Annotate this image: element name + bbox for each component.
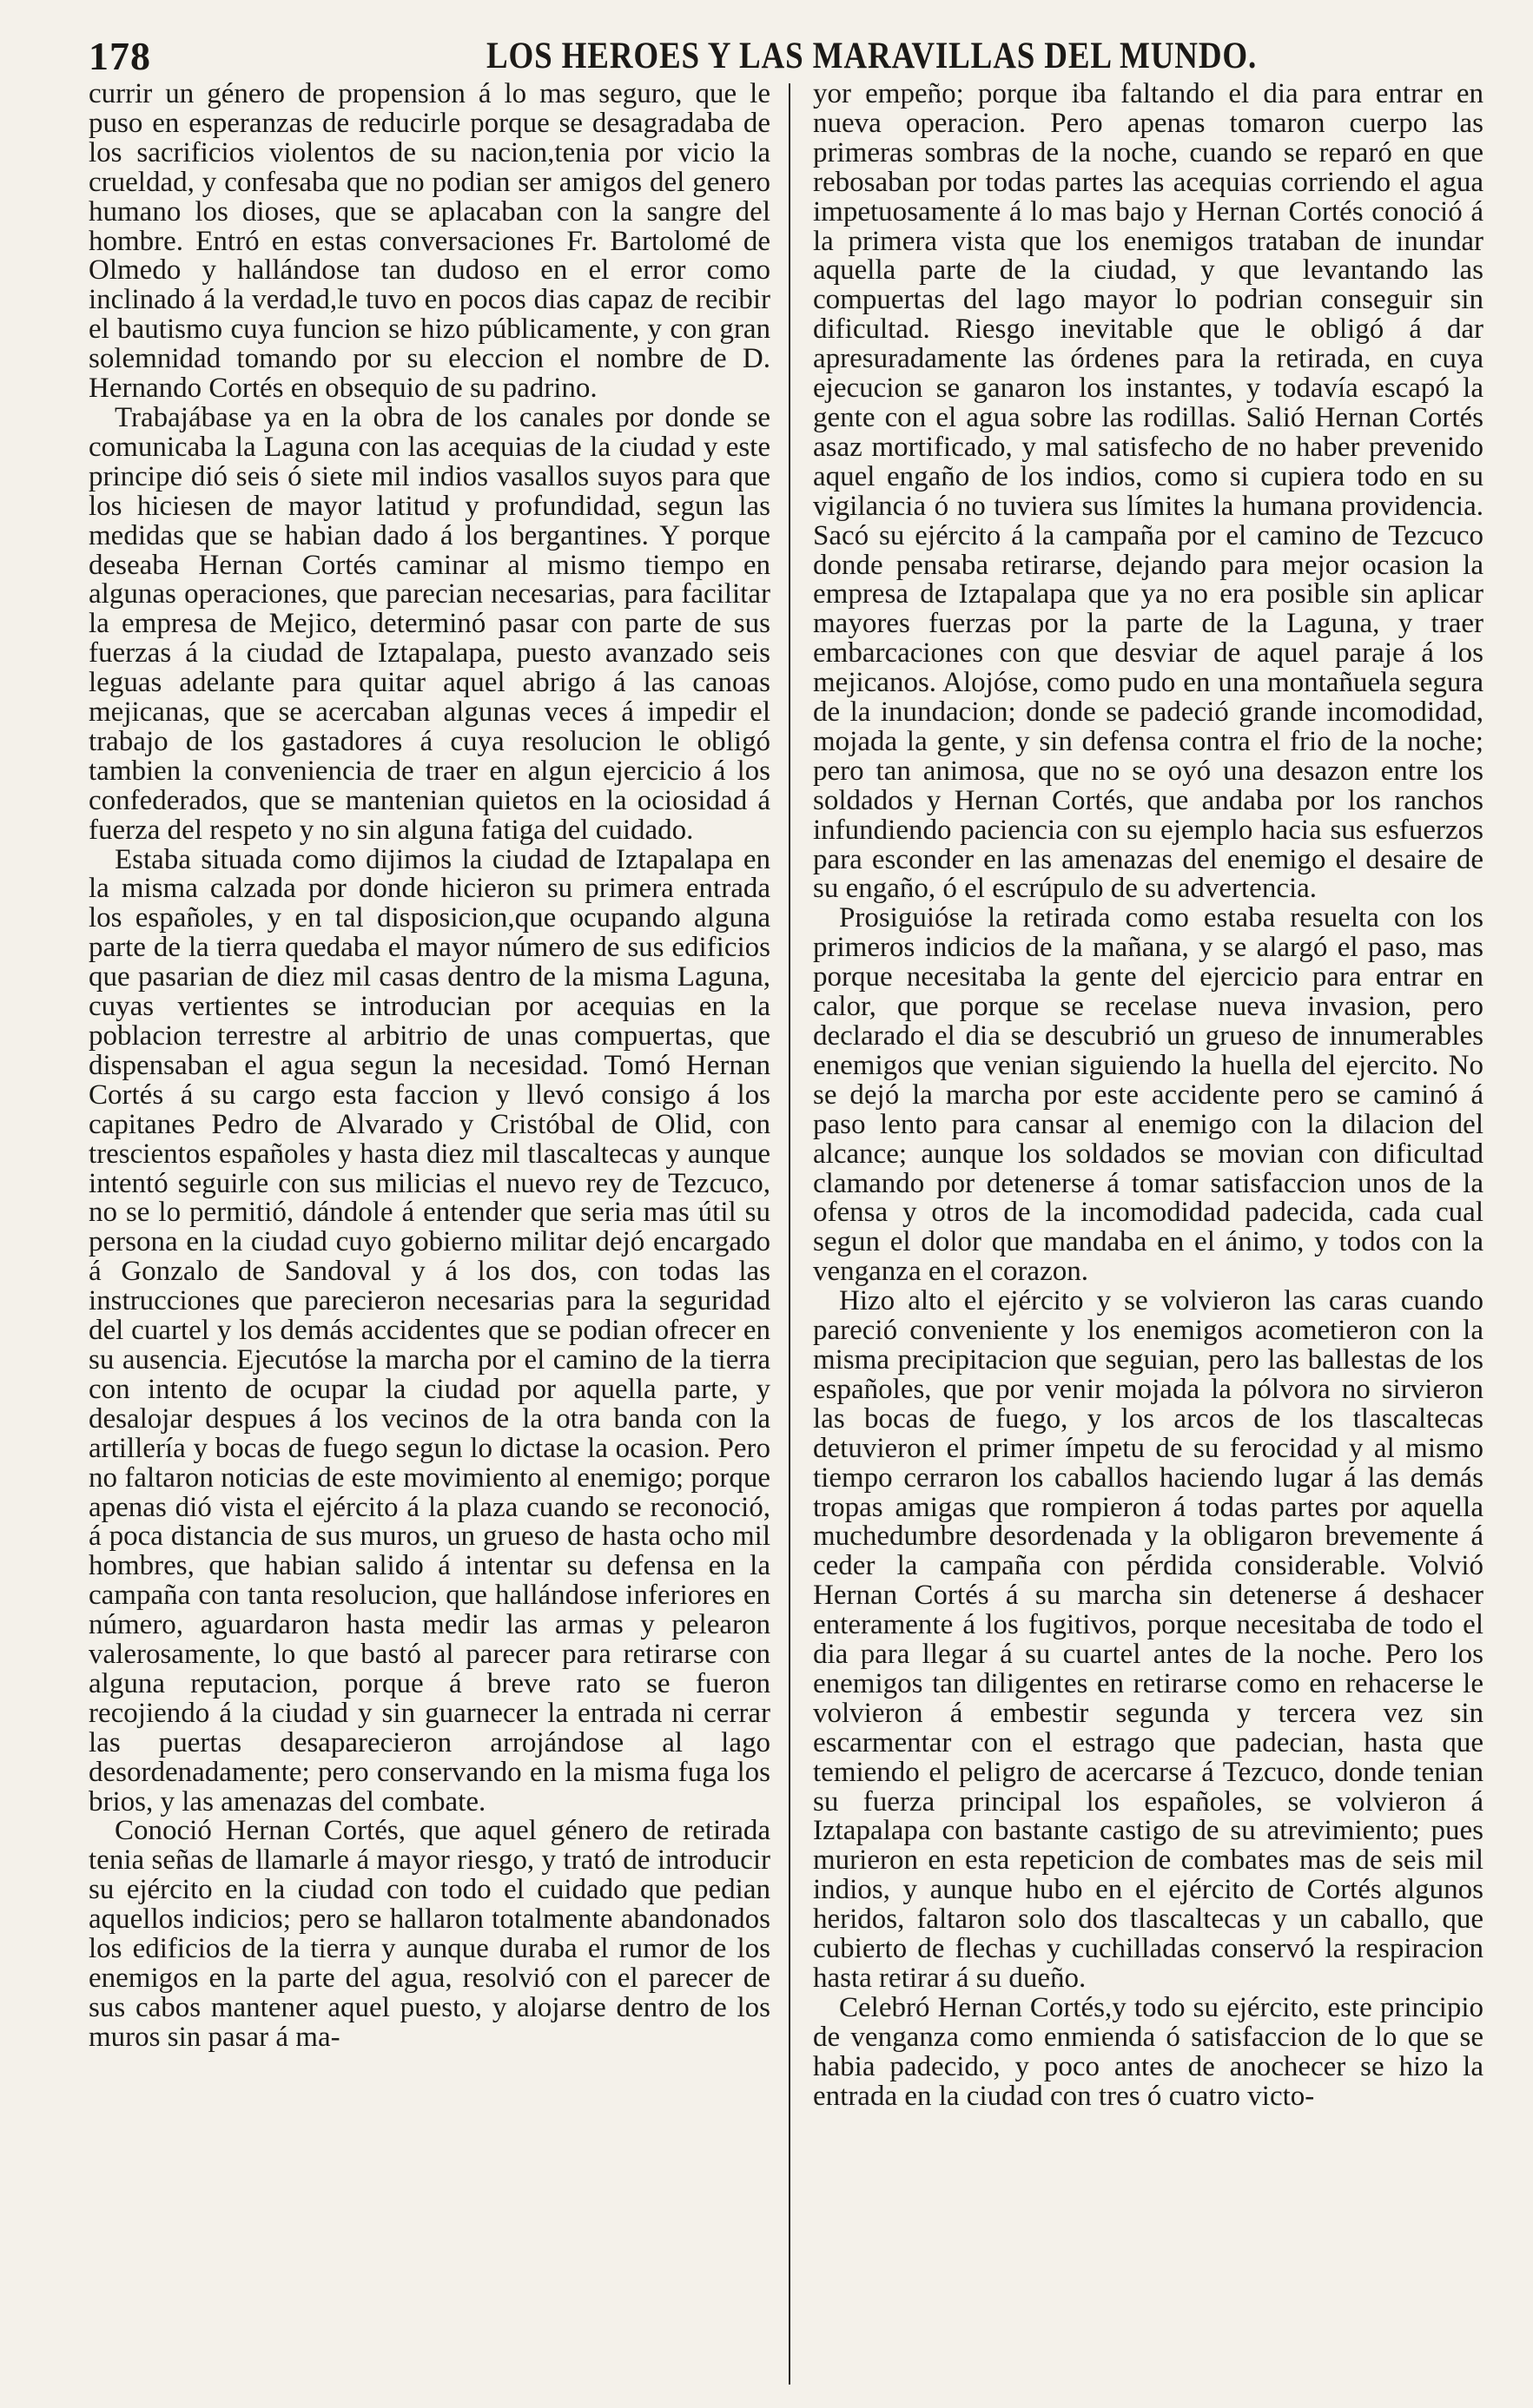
- paragraph: Trabajábase ya en la obra de los canales por donde se comunicaba la Laguna con las acequias de la ciudad y este principe dió seis ó siete mil indios vasallos suyos para que los hiciesen de mayor latitud y profundidad, segun las medidas que se habian dado á los bergantines. Y porque deseaba Hernan Cortés caminar al mismo tiempo en algunas operaciones, que parecian necesarias, para facilitar la empresa de Mejico, determinó pasar con parte de sus fuerzas á la ciudad de Iztapalapa, puesto avanzado seis leguas adelante para quitar aquel abrigo á las canoas mejicanas, que se acercaban algunas veces á impedir el trabajo de los gastadores á cuya resolucion le obligó tambien la conveniencia de traer en algun ejercicio á los confederados, que se mantenian quietos en la ociosidad á fuerza del respeto y no sin alguna fatiga del cuidado.: [89, 401, 770, 846]
- paragraph: yor empeño; porque iba faltando el dia para entrar en nueva operacion. Pero apenas tomaron cuerpo las primeras sombras de la noche, cuando se reparó en que rebosaban por todas partes las acequias corriendo el agua impetuosamente á lo mas bajo y Hernan Cortés conoció á la primera vista que los enemigos trataban de inundar aquella parte de la ciudad, y que levantando las compuertas del lago mayor lo podrian conseguir sin dificultad. Riesgo inevitable que le obligó á dar apresuradamente las órdenes para la retirada, en cuya ejecucion se ganaron los instantes, y todavía escapó la gente con el agua sobre las rodillas. Salió Hernan Cortés asaz mortificado, y mal satisfecho de no haber prevenido aquel engaño de los indios, como si cupiera todo en su vigilancia ó no tuviera sus límites la humana providencia. Sacó su ejército á la campaña por el camino de Tezcuco donde pensaba retirarse, dejando para mejor ocasion la empresa de Iztapalapa que ya no era posible sin aplicar mayores fuerzas por la parte de la Laguna, y traer embarcaciones con que desviar de aquel paraje á los mejicanos. Alojóse, como pudo en una montañuela segura de la inundacion; donde se padeció grande incomodidad, mojada la gente, y sin defensa contra el frio de la noche; pero tan animosa, que no se oyó una desazon entre los soldados y Hernan Cortés, que andaba por los ranchos infundiendo paciencia con su ejemplo hacia sus esfuerzos para esconder en las amenazas del enemigo el desaire de su engaño, ó el escrúpulo de su advertencia.: [813, 80, 1483, 905]
- paragraph: currir un género de propension á lo mas seguro, que le puso en esperanzas de reducirle porque se desagradaba de los sacrificios violentos de su nacion,tenia por vicio la crueldad, y confesaba que no podian ser amigos del genero humano los dioses, que se aplacaban con la sangre del hombre. Entró en estas conversaciones Fr. Bartolomé de Olmedo y hallándose tan dudoso en el error como inclinado á la verdad,le tuvo en pocos dias capaz de recibir el bautismo cuya funcion se hizo públicamente, y con gran solemnidad tomando por su eleccion el nombre de D. Hernando Cortés en obsequio de su padrino.: [89, 80, 770, 405]
- left-column: [89, 80, 770, 2381]
- paragraph: Estaba situada como dijimos la ciudad de Iztapalapa en la misma calzada por donde hicieron su primera entrada los españoles, y en tal disposicion,que ocupando alguna parte de la tierra quedaba el mayor número de sus edificios que pasarian de diez mil casas dentro de la misma Laguna, cuyas vertientes se introducian por acequias en la poblacion terrestre al arbitrio de unas compuertas, que dispensaban el agua segun la necesidad. Tomó Hernan Cortés á su cargo esta faccion y llevó consigo á los capitanes Pedro de Alvarado y Cristóbal de Olid, con trescientos españoles y hasta diez mil tlascaltecas y aunque intentó seguirle con sus milicias el nuevo rey de Tezcuco, no se lo permitió, dándole á entender que seria mas útil su persona en la ciudad cuyo gobierno militar dejó encargado á Gonzalo de Sandoval y á los dos, con todas las instrucciones que parecieron necesarias para la seguridad del cuartel y los demás accidentes que se podian ofrecer en su ausencia. Ejecutóse la marcha por el camino de la tierra con intento de ocupar la ciudad por aquella parte, y desalojar despues á los vecinos de la otra banda con la artillería y bocas de fuego segun lo dictase la ocasion. Pero no faltaron noticias de este movimiento al enemigo; porque apenas dió vista el ejército á la plaza cuando se reconoció, á poca distancia de sus muros, un grueso de hasta ocho mil hombres, que habian salido á intentar su defensa en la campaña con tanta resolucion, que hallándose inferiores en número, aguardaron hasta medir las armas y pelearon valerosamente, lo que bastó al parecer para retirarse con alguna reputacion, porque á breve rato se fueron recojiendo á la ciudad y sin guarnecer la entrada ni cerrar las puertas desaparecieron arrojándose al lago desordenadamente; pero conservando en la misma fuga los brios, y las amenazas del combate.: [89, 843, 770, 1818]
- paragraph: Prosiguióse la retirada como estaba resuelta con los primeros indicios de la mañana, y se alargó el paso, mas porque necesitaba la gente del ejercicio para entrar en calor, que porque se recelase nueva invasion, pero declarado el dia se descubrió un grueso de innumerables enemigos que venian siguiendo la huella del ejercito. No se dejó la marcha por este accidente pero se caminó á paso lento para cansar al enemigo con la dilacion del alcance; aunque los soldados se movian con dificultad clamando por detenerse á tomar satisfaccion unos de la ofensa y otros de la incomodidad padecida, cada cual segun el dolor que mandaba en el ánimo, y todos con la venganza en el corazon.: [813, 902, 1483, 1288]
- column-divider: [789, 83, 790, 2385]
- page-header: [78, 26, 1485, 82]
- paragraph: Hizo alto el ejército y se volvieron las caras cuando pareció conveniente y los enemigos acometieron con la misma precipitacion que seguian, pero las ballestas de los españoles, que por venir mojada la pólvora no sirvieron las bocas de fuego, y los arcos de los tlascaltecas detuvieron el primer ímpetu de su ferocidad y al mismo tiempo cerraron los caballos haciendo lugar á las demás tropas amigas que rompieron á todas partes por aquella muchedumbre desordenada y la obligaron brevemente á ceder la campaña con pérdida considerable. Volvió Hernan Cortés á su marcha sin detenerse á deshacer enteramente á los fugitivos, porque necesitaba de todo el dia para llegar á su cuartel antes de la noche. Pero los enemigos tan diligentes en retirarse como en rehacerse le volvieron á embestir segunda y tercera vez sin escarmentar con el estrago que padecian, hasta que temiendo el peligro de acercarse á Tezcuco, donde tenian su fuerza principal los españoles, se volvieron á Iztapalapa con bastante castigo de su atrevimiento; pues murieron en esta repeticion de combates mas de seis mil indios, y aunque hubo en el ejército de Cortés algunos heridos, faltaron solo dos tlascaltecas y un caballo, que cubierto de flechas y cuchilladas conservó la respiracion hasta retirar á su dueño.: [813, 1285, 1483, 1994]
- running-title: LOS HEROES Y LAS MARAVILLAS DEL MUNDO.: [486, 36, 1258, 76]
- page-number: 178: [89, 34, 151, 78]
- right-column: [813, 80, 1483, 2381]
- paragraph: Conoció Hernan Cortés, que aquel género de retirada tenia señas de llamarle á mayor riesgo, y trató de introducir su ejército en la ciudad con todo el cuidado que pedian aquellos indicios; pero se hallaron totalmente abandonados los edificios de la tierra y aunque duraba el rumor de los enemigos en la parte del agua, resolvió con el parecer de sus cabos mantener aquel puesto, y alojarse dentro de los muros sin pasar á ma-: [89, 1815, 770, 2053]
- paragraph: Celebró Hernan Cortés,y todo su ejército, este principio de venganza como enmienda ó satisfaccion de lo que se habia padecido, y poco antes de anochecer se hizo la entrada en la ciudad con tres ó cuatro victo-: [813, 1991, 1483, 2112]
